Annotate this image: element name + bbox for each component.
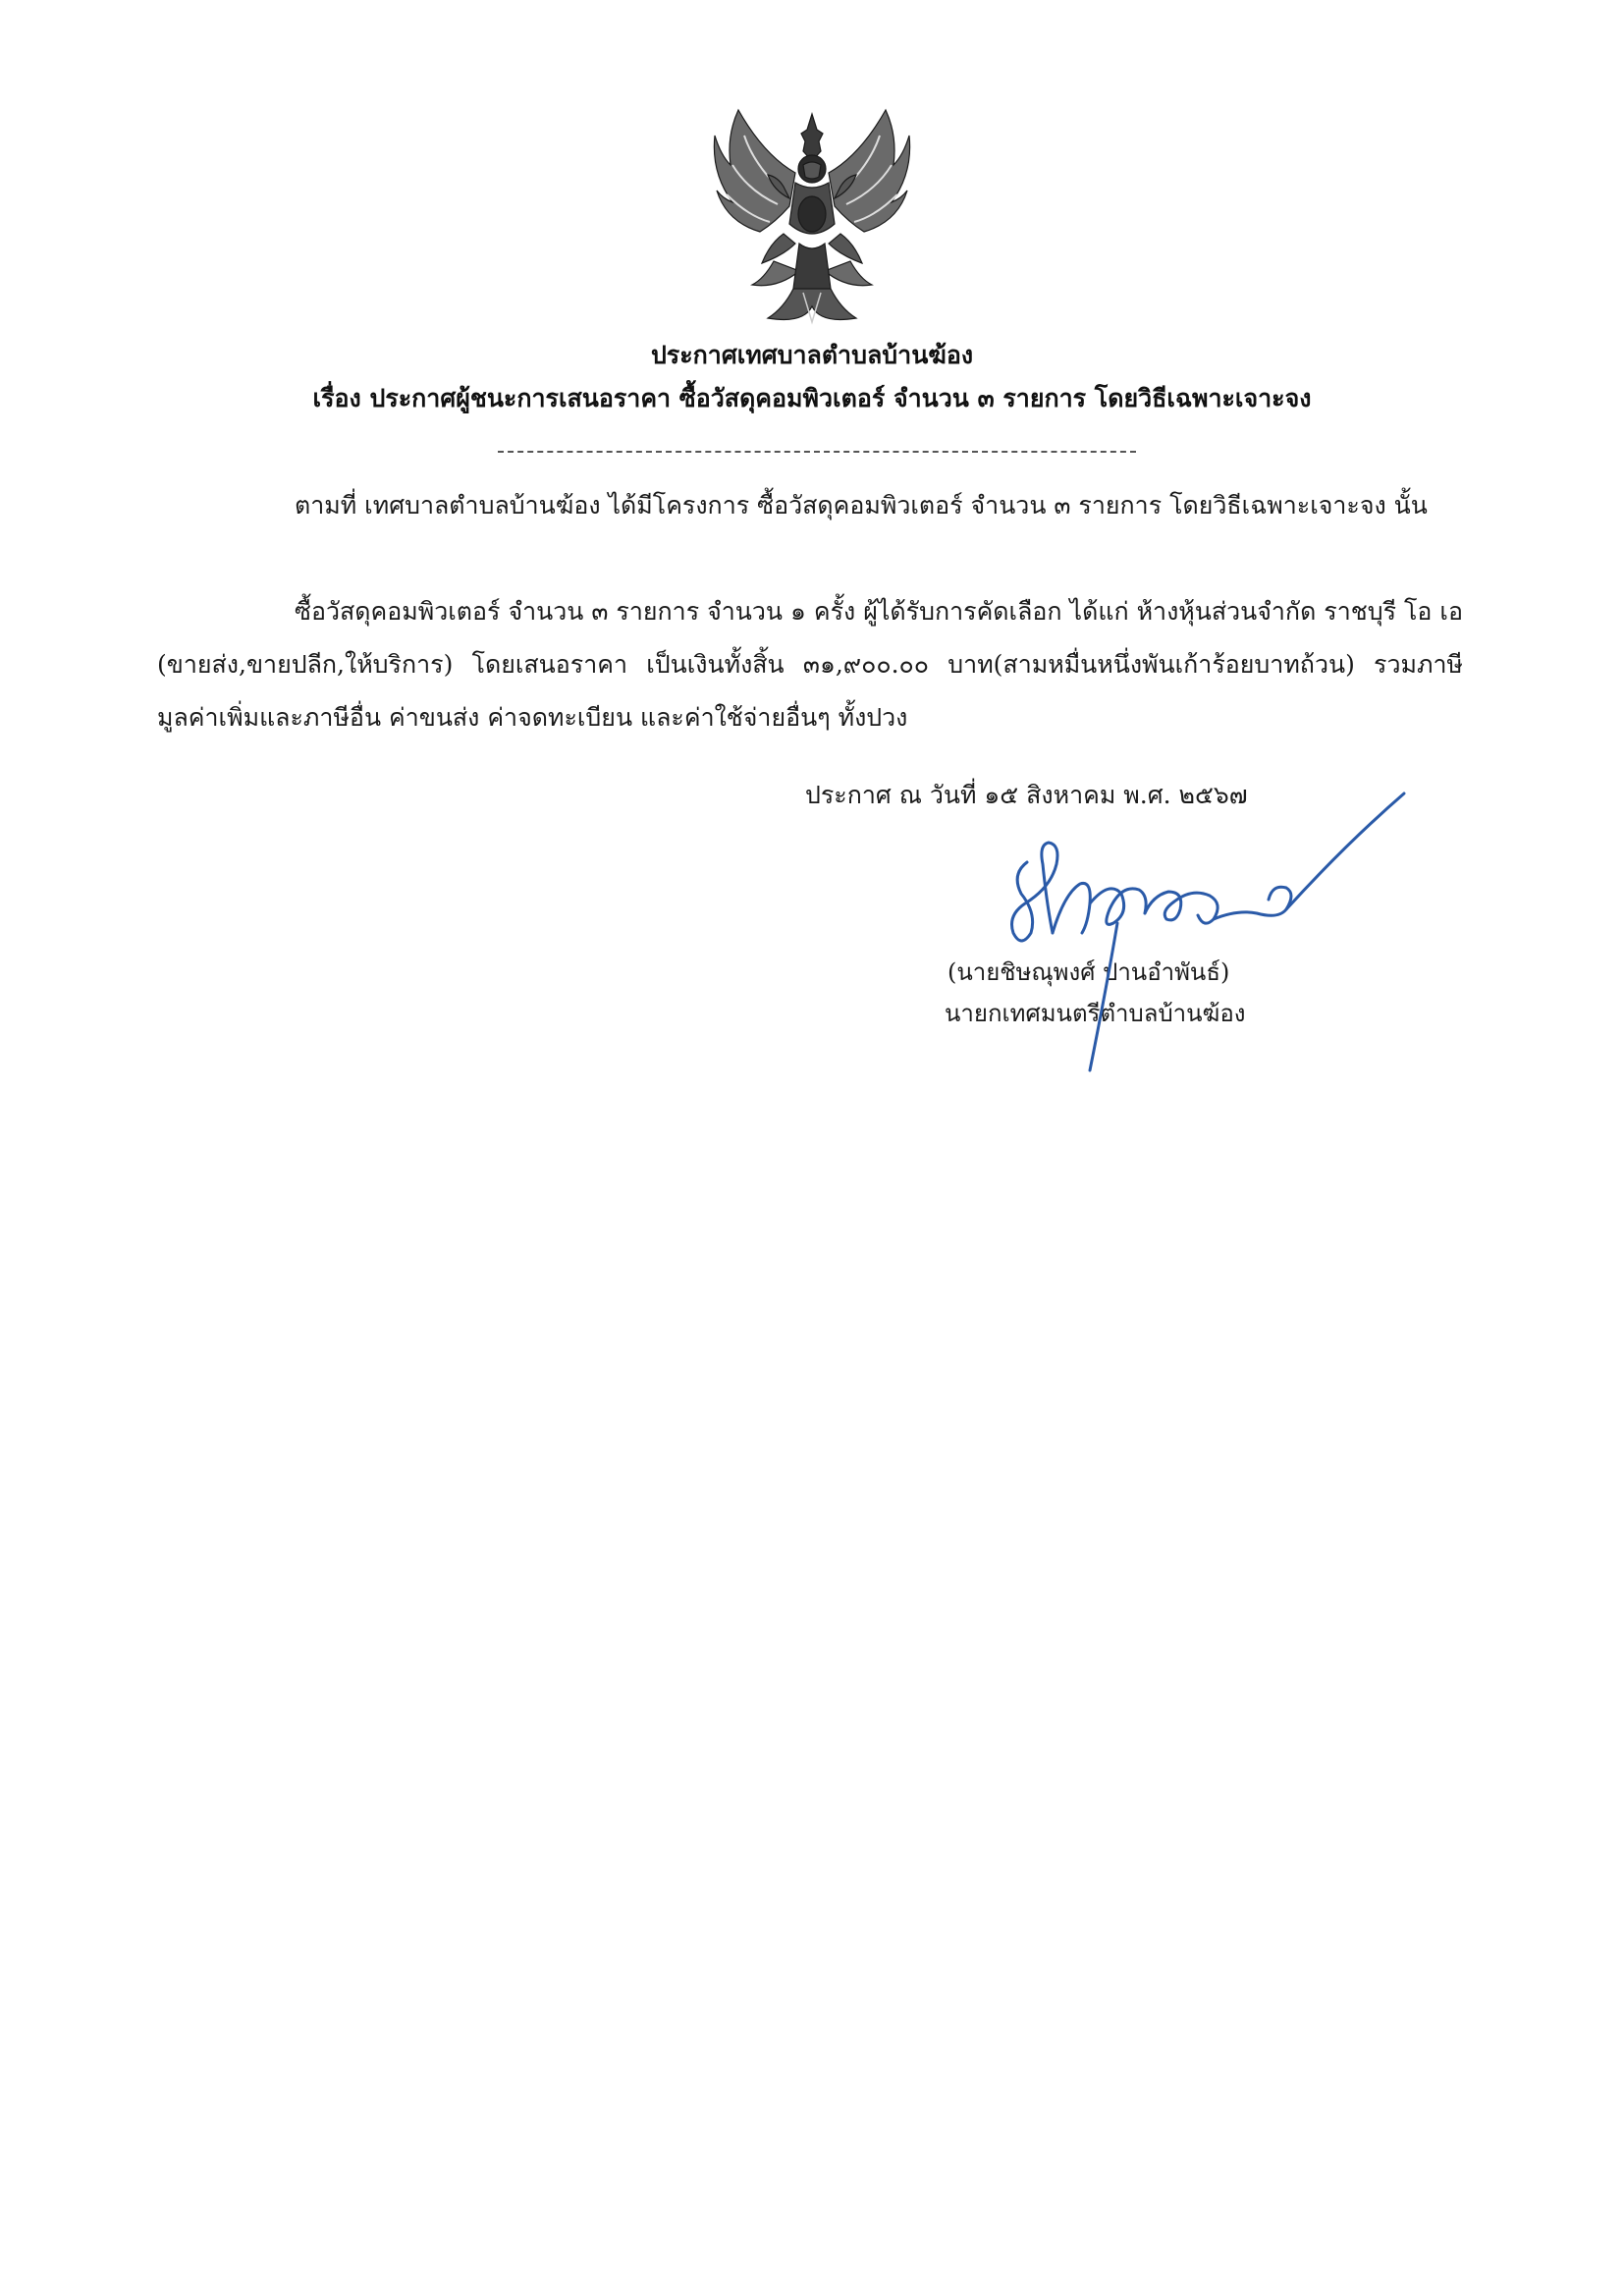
paragraph-2-text: ซื้อวัสดุคอมพิวเตอร์ จำนวน ๓ รายการ จำนวน ๑ ครั้ง ผู้ได้รับการคัดเลือก ได้แก่ ห้างหุ้นส่วนจำกัด ราชบุรี โอ เอ (ขายส่ง,ขายปลีก,ให้บริการ) โดยเสนอราคา เป็นเงินทั้งสิ้น ๓๑,๙๐๐.๐๐ บาท(สามหมื่นหนึ่งพันเก้าร้อยบาทถ้วน) รวมภาษีมูลค่าเพิ่มและภาษีอื่น ค่าขนส่ง ค่าจดทะเบียน และค่าใช้จ่ายอื่นๆ ทั้งปวง <box>157 597 1463 732</box>
handwritten-signature <box>992 786 1424 1080</box>
announcement-date: ประกาศ ณ วันที่ ๑๕ สิงหาคม พ.ศ. ๒๕๖๗ <box>805 781 1248 809</box>
signer-name: (นายชิษณุพงศ์ ปานอำพันธ์) <box>947 958 1230 986</box>
signer-position: นายกเทศมนตรีตำบลบ้านฆ้อง <box>945 1000 1246 1027</box>
garuda-emblem-icon <box>705 96 919 332</box>
body-paragraph-2 <box>157 585 1463 744</box>
announcement-title: ประกาศเทศบาลตำบลบ้านฆ้อง <box>650 341 974 369</box>
announcement-subject: เรื่อง ประกาศผู้ชนะการเสนอราคา ซื้อวัสดุคอมพิวเตอร์ จำนวน ๓ รายการ โดยวิธีเฉพาะเจาะจง <box>312 384 1312 412</box>
paragraph-1-text: ตามที่ เทศบาลตำบลบ้านฆ้อง ได้มีโครงการ ซื้อวัสดุคอมพิวเตอร์ จำนวน ๓ รายการ โดยวิธีเฉพาะเจาะจง นั้น <box>295 491 1428 519</box>
body-paragraph-1 <box>157 479 1463 532</box>
title-separator <box>498 451 1136 453</box>
